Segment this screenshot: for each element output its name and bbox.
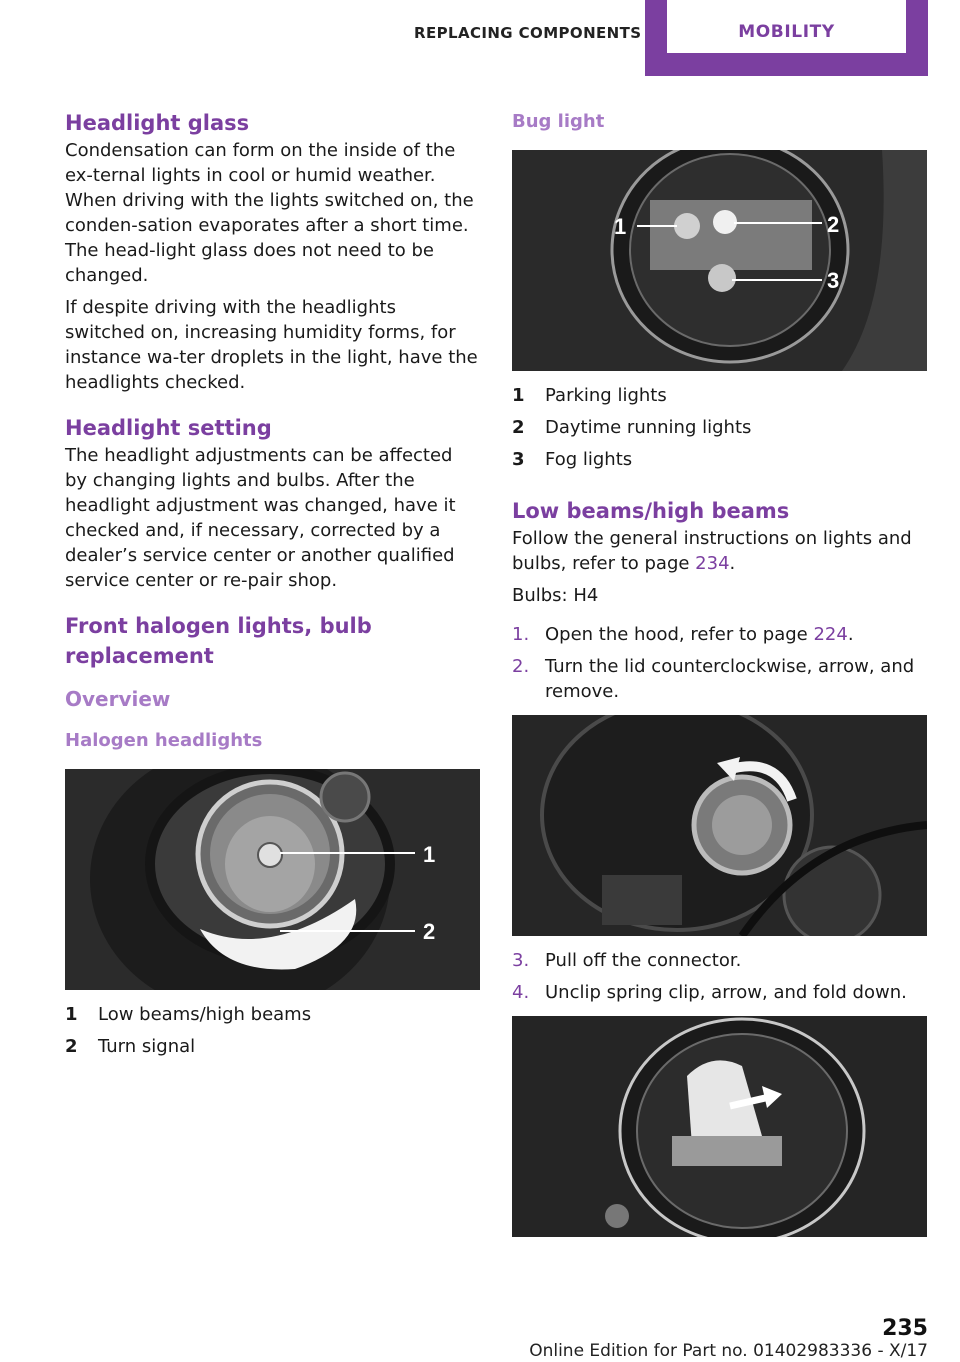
page-number: 235: [882, 1316, 928, 1341]
headlight-setting-paragraph: The headlight adjustments can be affected by changing lights and bulbs. After the headlight adjustment was changed, have it checked and, if necessary, corrected by a dealer’s service center or another qualified service center or re‐pair shop.: [65, 445, 456, 591]
chapter-tab-label: MOBILITY: [738, 22, 835, 42]
bug-light-figure: [512, 150, 927, 371]
legend-item: 1 Low beams/high beams: [65, 1004, 312, 1025]
bulbs-line: Bulbs: H4: [512, 585, 599, 606]
halogen-headlights-heading: Halogen headlights: [65, 730, 263, 751]
headlight-setting-heading: Headlight setting: [65, 416, 272, 440]
step-item: 3. Pull off the connector.: [512, 950, 742, 971]
lid-removal-figure: [512, 715, 927, 936]
overview-heading: Overview: [65, 687, 171, 711]
callout-2: 2: [827, 212, 840, 237]
page-link-234[interactable]: 234: [695, 553, 730, 574]
page-link-224[interactable]: 224: [813, 624, 848, 645]
legend-item: 2 Turn signal: [65, 1036, 196, 1057]
page-footer: [0, 1316, 928, 1361]
callout-3: 3: [827, 268, 840, 293]
legend-item: 1 Parking lights: [512, 385, 667, 406]
bug-light-heading: Bug light: [512, 111, 605, 132]
step-item: 1. Open the hood, refer to page 224.: [512, 624, 854, 645]
legend-item: 2 Daytime running lights: [512, 417, 752, 438]
step-item: 2. Turn the lid counterclockwise, arrow, and remove.: [512, 656, 915, 702]
headlight-glass-paragraph-1: Condensation can form on the inside of the ex‐ternal lights in cool or humid weather. When driving with the lights switched on, the conden‐sation evaporates after a short time. The head‐light glass does not need to be changed.: [65, 140, 474, 286]
edition-line: Online Edition for Part no. 01402983336 - X/17: [529, 1341, 928, 1361]
low-beams-heading: Low beams/high beams: [512, 499, 790, 523]
callout-1: 1: [614, 214, 627, 239]
headlight-glass-heading: Headlight glass: [65, 111, 250, 135]
step-item: 4. Unclip spring clip, arrow, and fold down.: [512, 982, 907, 1003]
legend-item: 3 Fog lights: [512, 449, 633, 470]
headlight-glass-paragraph-2: If despite driving with the headlights switched on, increasing humidity forms, for instance wa‐ter droplets in the light, have the headlights checked.: [65, 297, 478, 393]
front-halogen-heading: Front halogen lights, bulb replacement: [65, 614, 372, 668]
callout-1: 1: [423, 842, 436, 867]
spring-clip-figure: [512, 1016, 927, 1237]
halogen-headlight-figure: [65, 769, 480, 990]
chapter-tab: [645, 0, 928, 76]
left-column: [65, 108, 480, 1066]
running-section-title: REPLACING COMPONENTS: [414, 24, 642, 42]
callout-2: 2: [423, 919, 436, 944]
low-beams-paragraph: Follow the general instructions on lights and bulbs, refer to page 234.: [512, 528, 912, 574]
right-column: [512, 108, 927, 1237]
